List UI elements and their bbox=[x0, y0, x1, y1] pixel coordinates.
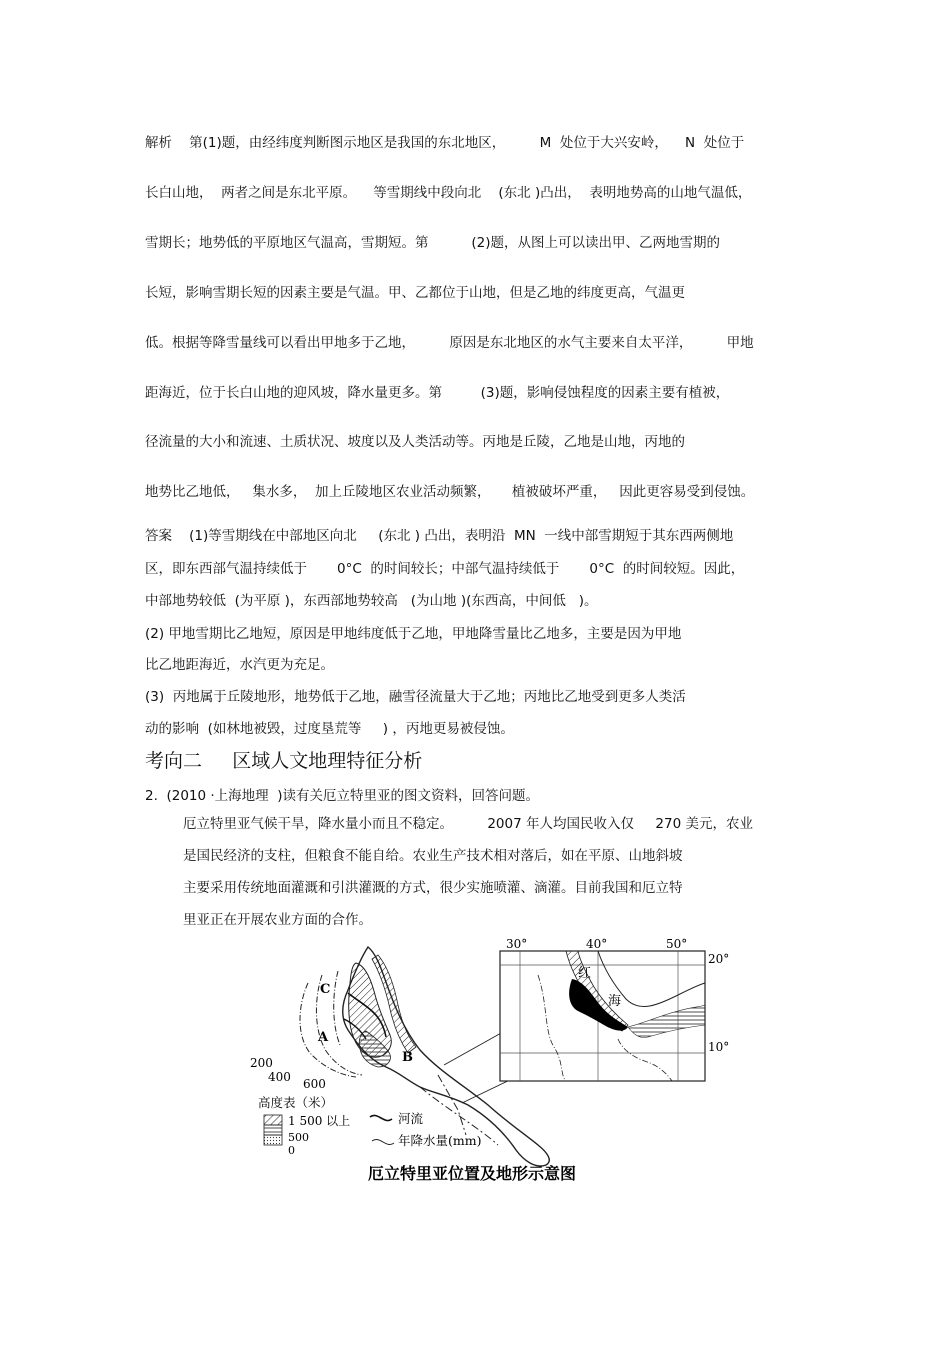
analysis-line: 雪期长；地势低的平原地区气温高，雪期短。第 (2)题，从图上可以读出甲、乙两地雪期的 bbox=[145, 235, 721, 251]
legend-swatch-low bbox=[264, 1135, 282, 1145]
legend-river-symbol bbox=[370, 1115, 392, 1120]
legend-level: 0 bbox=[288, 1144, 295, 1157]
point-label-c: C bbox=[320, 982, 331, 997]
lon-label: 30° bbox=[506, 937, 528, 951]
analysis-line: 解析 第(1)题，由经纬度判断图示地区是我国的东北地区， M 处位于大兴安岭， N 处位于 bbox=[145, 135, 745, 151]
question-body-line: 厄立特里亚气候干旱，降水量小而且不稳定。 2007 年人均国民收入仅 270 美元，农业 bbox=[183, 816, 753, 832]
point-label-b: B bbox=[402, 1050, 413, 1065]
lat-label: 10° bbox=[708, 1040, 730, 1054]
analysis-line: 径流量的大小和流速、土质状况、坡度以及人类活动等。丙地是丘陵，乙地是山地，丙地的 bbox=[145, 434, 685, 450]
border-line bbox=[438, 1075, 466, 1135]
legend-isohyet-symbol bbox=[372, 1139, 394, 1144]
figure-caption: 厄立特里亚位置及地形示意图 bbox=[368, 1164, 577, 1183]
legend-level: 500 bbox=[288, 1131, 309, 1144]
legend-swatch-mid bbox=[264, 1125, 282, 1135]
analysis-line: 地势比乙地低， 集水多， 加上丘陵地区农业活动频繁， 植被破坏严重， 因此更容易受到侵蚀。 bbox=[145, 484, 755, 500]
legend-level: 1 500 以上 bbox=[288, 1114, 351, 1128]
lon-label: 50° bbox=[666, 937, 688, 951]
analysis-line: 低。根据等降雪量线可以看出甲地多于乙地， 原因是东北地区的水气主要来自太平洋， 甲地 bbox=[145, 335, 754, 351]
analysis-line: 距海近，位于长白山地的迎风坡，降水量更多。第 (3)题，影响侵蚀程度的因素主要有植被， bbox=[145, 385, 730, 401]
question-number-line: 2. (2010 ·上海地理 )读有关厄立特里亚的图文资料，回答问题。 bbox=[145, 788, 540, 804]
section-heading: 考向二 区域人文地理特征分析 bbox=[145, 750, 423, 772]
legend-swatch-high bbox=[264, 1115, 282, 1125]
analysis-line: 长短，影响雪期长短的因素主要是气温。甲、乙都位于山地，但是乙地的纬度更高，气温更 bbox=[145, 285, 685, 301]
sea-char: 海 bbox=[608, 994, 622, 1009]
answer-line: 动的影响 (如林地被毁，过度垦荒等 ) ，丙地更易被侵蚀。 bbox=[145, 721, 514, 737]
lon-label: 40° bbox=[586, 937, 608, 951]
legend-river-label: 河流 bbox=[398, 1111, 424, 1126]
answer-line: 区，即东西部气温持续低于 0°C 的时间较长；中部气温持续低于 0°C 的时间较短。因此， bbox=[145, 561, 745, 577]
isohyet-label: 600 bbox=[303, 1077, 326, 1091]
isohyet-label: 200 bbox=[250, 1056, 273, 1070]
legend-isohyet-label: 年降水量(mm) bbox=[398, 1133, 482, 1148]
point-label-a: A bbox=[318, 1030, 329, 1045]
answer-line: (2) 甲地雪期比乙地短，原因是甲地纬度低于乙地，甲地降雪量比乙地多，主要是因为甲地 bbox=[145, 626, 682, 642]
locator-map bbox=[500, 937, 729, 1081]
isohyet-line bbox=[334, 971, 340, 1045]
answer-line: 中部地势较低 (为平原 )，东西部地势较高 (为山地 )(东西高，中间低 )。 bbox=[145, 593, 598, 609]
legend bbox=[258, 1095, 481, 1157]
eritrea-map-figure bbox=[248, 935, 738, 1185]
lat-label: 20° bbox=[708, 952, 730, 966]
answer-line: 比乙地距海近，水汽更为充足。 bbox=[145, 657, 334, 673]
answer-line: 答案 (1)等雪期线在中部地区向北 (东北 ) 凸出，表明沿 MN 一线中部雪期短于其东西两侧地 bbox=[145, 528, 734, 544]
question-body-line: 主要采用传统地面灌溉和引洪灌溉的方式，很少实施喷灌、滴灌。目前我国和厄立特 bbox=[183, 880, 683, 896]
sea-char: 红 bbox=[578, 966, 592, 981]
question-body-line: 里亚正在开展农业方面的合作。 bbox=[183, 912, 372, 928]
question-body-line: 是国民经济的支柱，但粮食不能自给。农业生产技术相对落后，如在平原、山地斜坡 bbox=[183, 848, 683, 864]
answer-line: (3) 丙地属于丘陵地形，地势低于乙地，融雪径流量大于乙地；丙地比乙地受到更多人类活 bbox=[145, 689, 686, 705]
analysis-line: 长白山地， 两者之间是东北平原。 等雪期线中段向北 (东北 )凸出， 表明地势高的山地气温低， bbox=[145, 185, 752, 201]
legend-title: 高度表（米） bbox=[258, 1095, 334, 1110]
isohyet-label: 400 bbox=[268, 1070, 291, 1084]
